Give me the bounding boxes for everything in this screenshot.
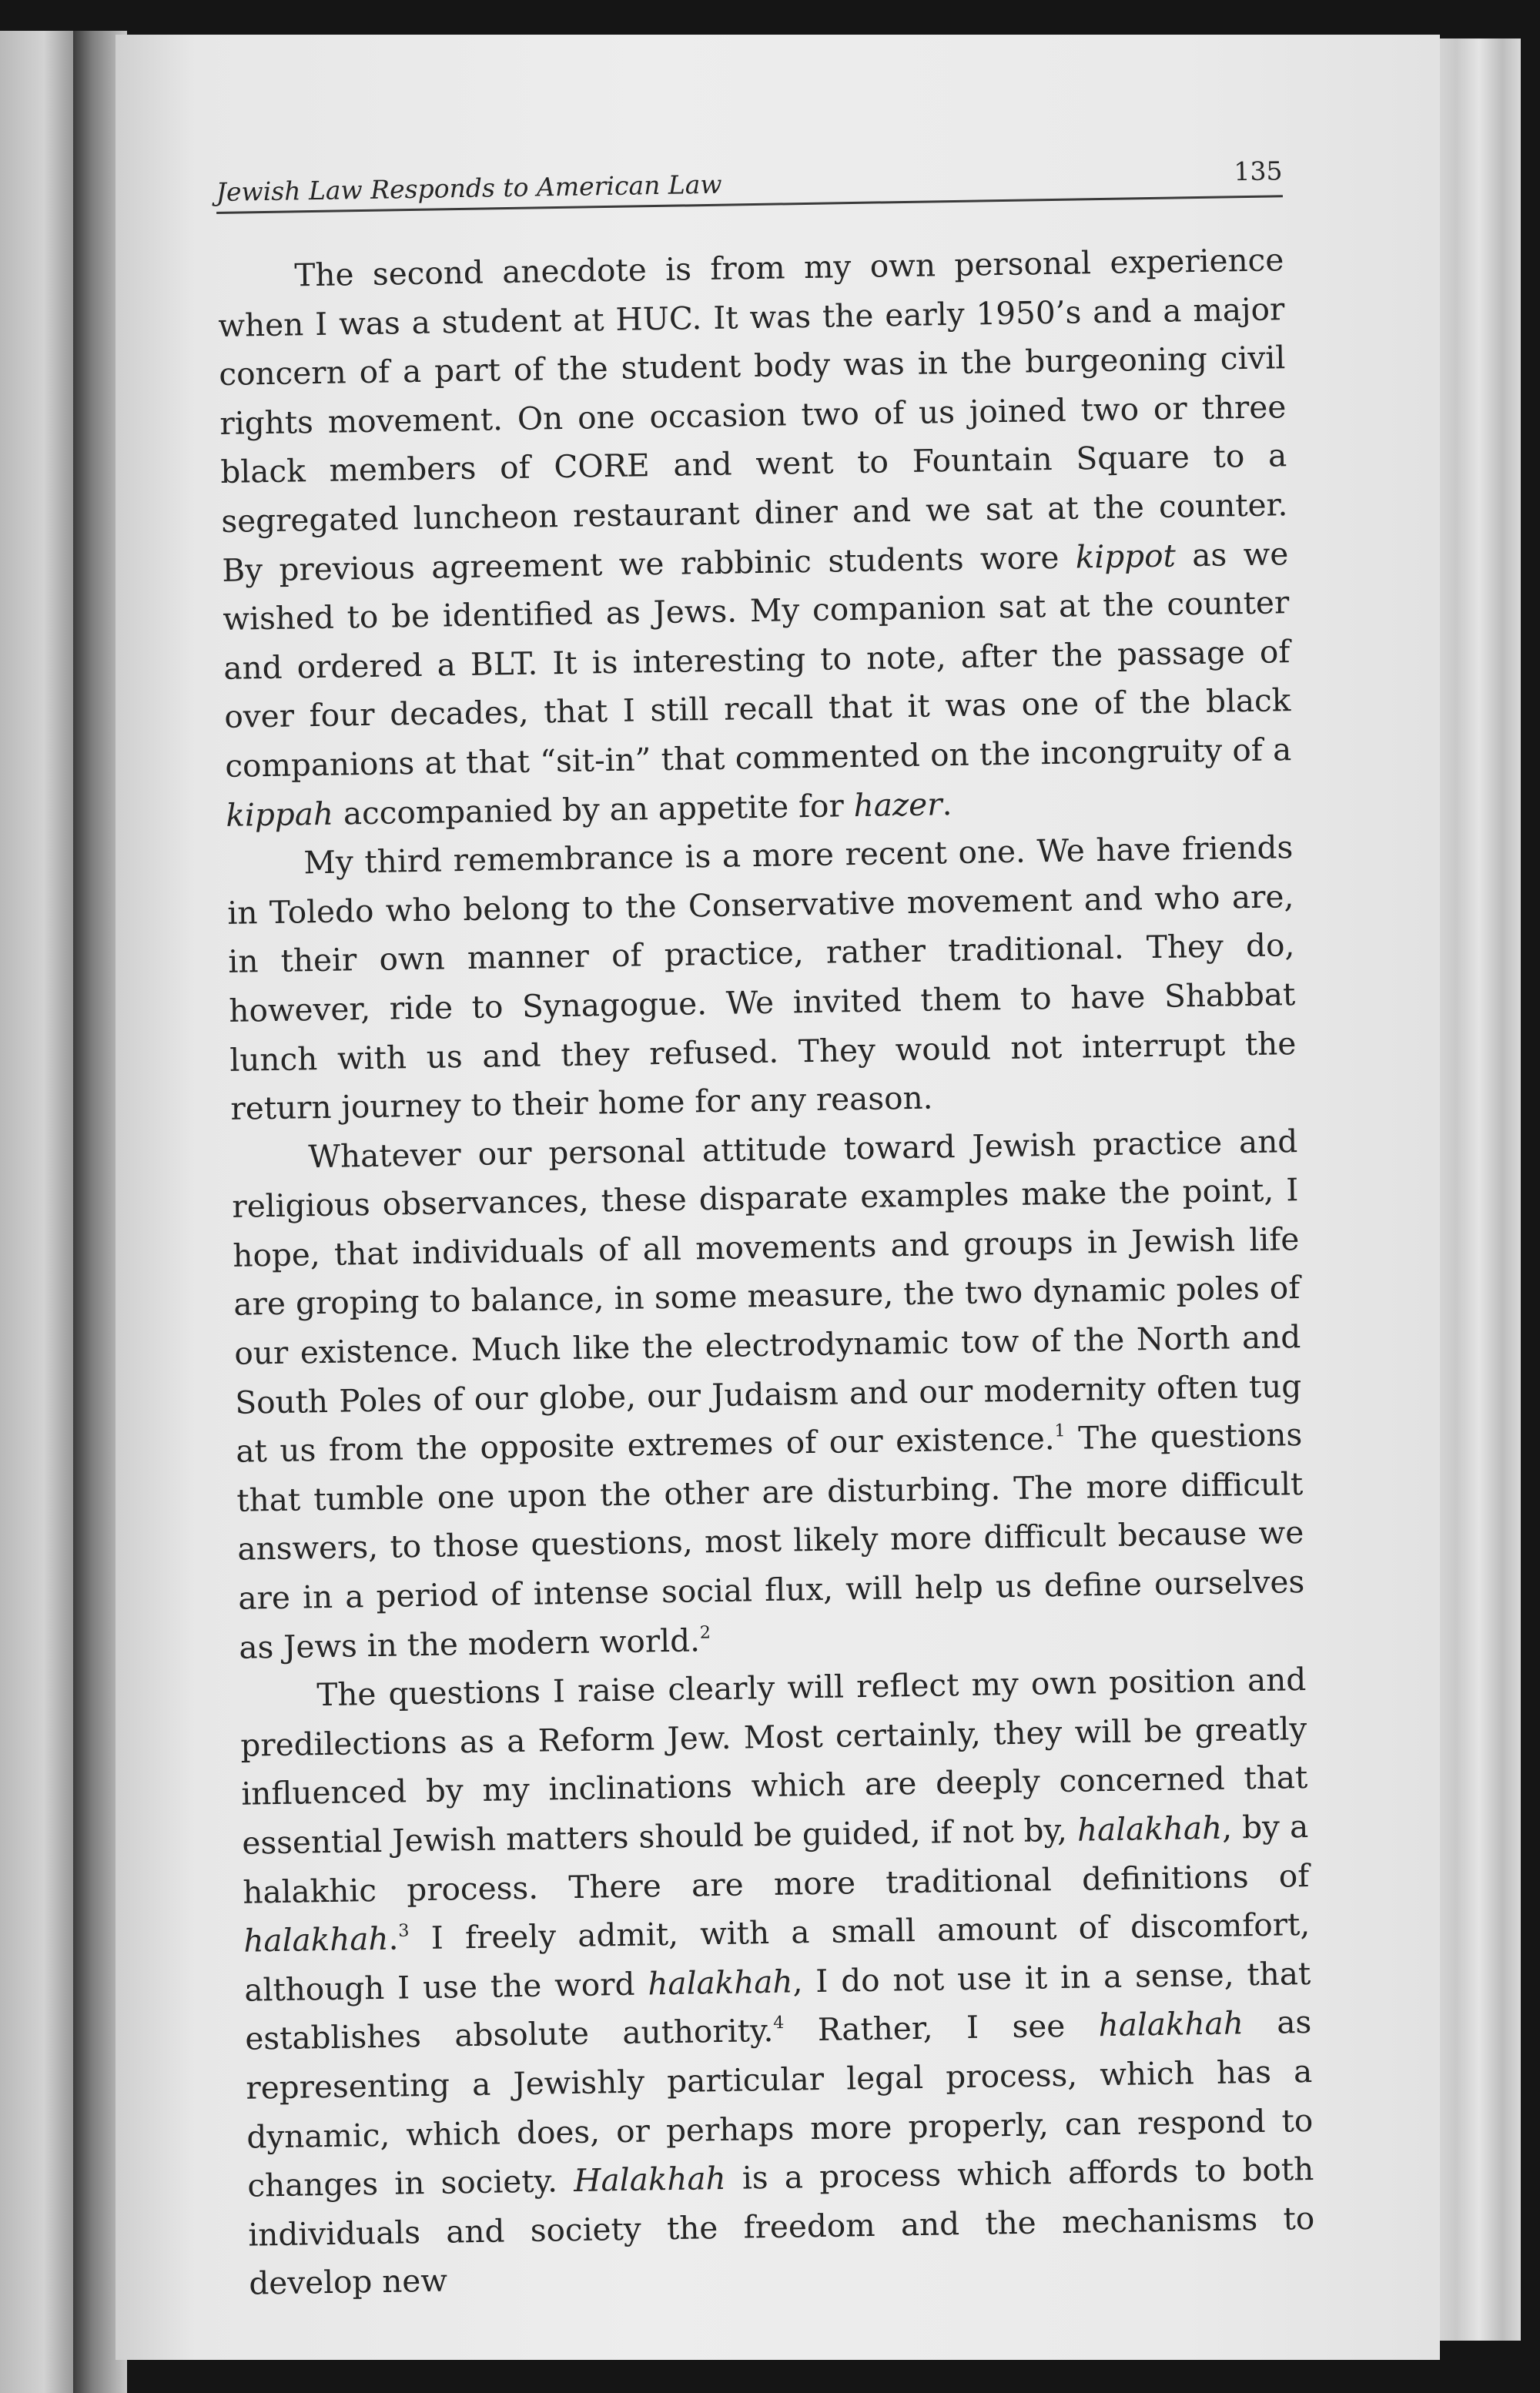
text-run: The questions that tumble one upon the other are disturbing. The more difficult answers, to those questions, most likely more difficult because we are in a period of intense social flux, will help us define ourselves as Jews in the modern world. (236, 1416, 1305, 1666)
text-run: . (388, 1919, 399, 1957)
italic-term: hazer (853, 785, 942, 824)
italic-term: kippot (1075, 537, 1177, 576)
page-number: 135 (1234, 156, 1283, 187)
facing-page-edge (0, 31, 73, 2393)
italic-term: halakhah (1098, 2004, 1244, 2044)
paragraph-2 (226, 823, 1297, 1133)
text-run: I freely admit, with a small amount of discomfort, although I use the word (244, 1906, 1311, 2009)
text-run: Whatever our personal attitude toward Jewish practice and religious observances, these disparate examples make the point, I hope, that individuals of all movements and groups in Jewish life are groping to balance, in some measure, the two dynamic poles of our existence. Much like the electrodynamic tow of the North and South Poles of our globe, our Judaism and our modernity often tug at us from the opposite extremes of our existence. (232, 1122, 1302, 1471)
text-run: The second anecdote is from my own personal experience when I was a student at HUC. It was the early 1950’s and a major concern of a part of the student body was in the burgeoning civil rights movement. On one occasion two of us joined two or three black members of CORE and went to Fountain Square to a segregated luncheon restaurant diner and we sat at the counter. By previous agreement we rabbinic students wore (218, 241, 1288, 589)
text-run: The questions I raise clearly will reflect my own position and predilections as a Reform Jew. Most certainly, they will be greatly influenced by my inclinations which are deeply concerned that essential Jewish matters should be guided, if not by, (240, 1661, 1308, 1862)
text-run: as we wished to be identified as Jews. My companion sat at the counter and ordered a BLT. It is interesting to note, after the passage of over four decades, that I still recall that it was one of the black companions at that “sit-in” that commented on the incongruity of a (223, 534, 1292, 785)
page-content (216, 141, 1316, 2308)
italic-term: Halakhah (573, 2160, 726, 2200)
text-run: Rather, I see (784, 2006, 1100, 2050)
text-run: as representing a Jewishly particular legal process, which has a dynamic, which does, or perhaps more properly, can respond to changes in society. (246, 2003, 1314, 2204)
italic-term: halakhah (1076, 1809, 1223, 1849)
paragraph-4 (239, 1655, 1316, 2308)
paragraph-3 (231, 1117, 1306, 1672)
italic-term: halakhah (243, 1919, 389, 1960)
body-text (217, 236, 1316, 2308)
italic-term: halakhah (648, 1963, 793, 2003)
page-header (216, 141, 1283, 214)
footnote-marker: 4 (772, 2013, 785, 2033)
paragraph-1 (217, 236, 1293, 840)
text-run: My third remembrance is a more recent one. We have friends in Toledo who belong to the Conservative movement and who are, in their own manner of practice, rather traditional. They do, however, ride to Synagogue. We invited them to have Shabbat lunch with us and they refused. They would not interrupt the return journey to their home for any reason. (227, 828, 1297, 1127)
text-run: . (942, 785, 952, 822)
text-run: is a process which affords to both individuals and society the freedom and the mechanisms to develop new (247, 2150, 1315, 2303)
book-page (116, 35, 1440, 2360)
text-run: , I do not use it in a sense, that establishes absolute authority. (245, 1954, 1311, 2058)
footnote-marker: 2 (699, 1622, 711, 1643)
footnote-marker: 3 (398, 1920, 410, 1942)
italic-term: kippah (226, 795, 334, 834)
text-run: accompanied by an appetite for (333, 786, 855, 832)
footnote-marker: 1 (1054, 1421, 1066, 1441)
running-head: Jewish Law Responds to American Law (216, 169, 722, 207)
text-run: , by a halakhic process. There are more traditional definitions of (243, 1807, 1310, 1911)
page-edge-stack (1428, 38, 1521, 2341)
